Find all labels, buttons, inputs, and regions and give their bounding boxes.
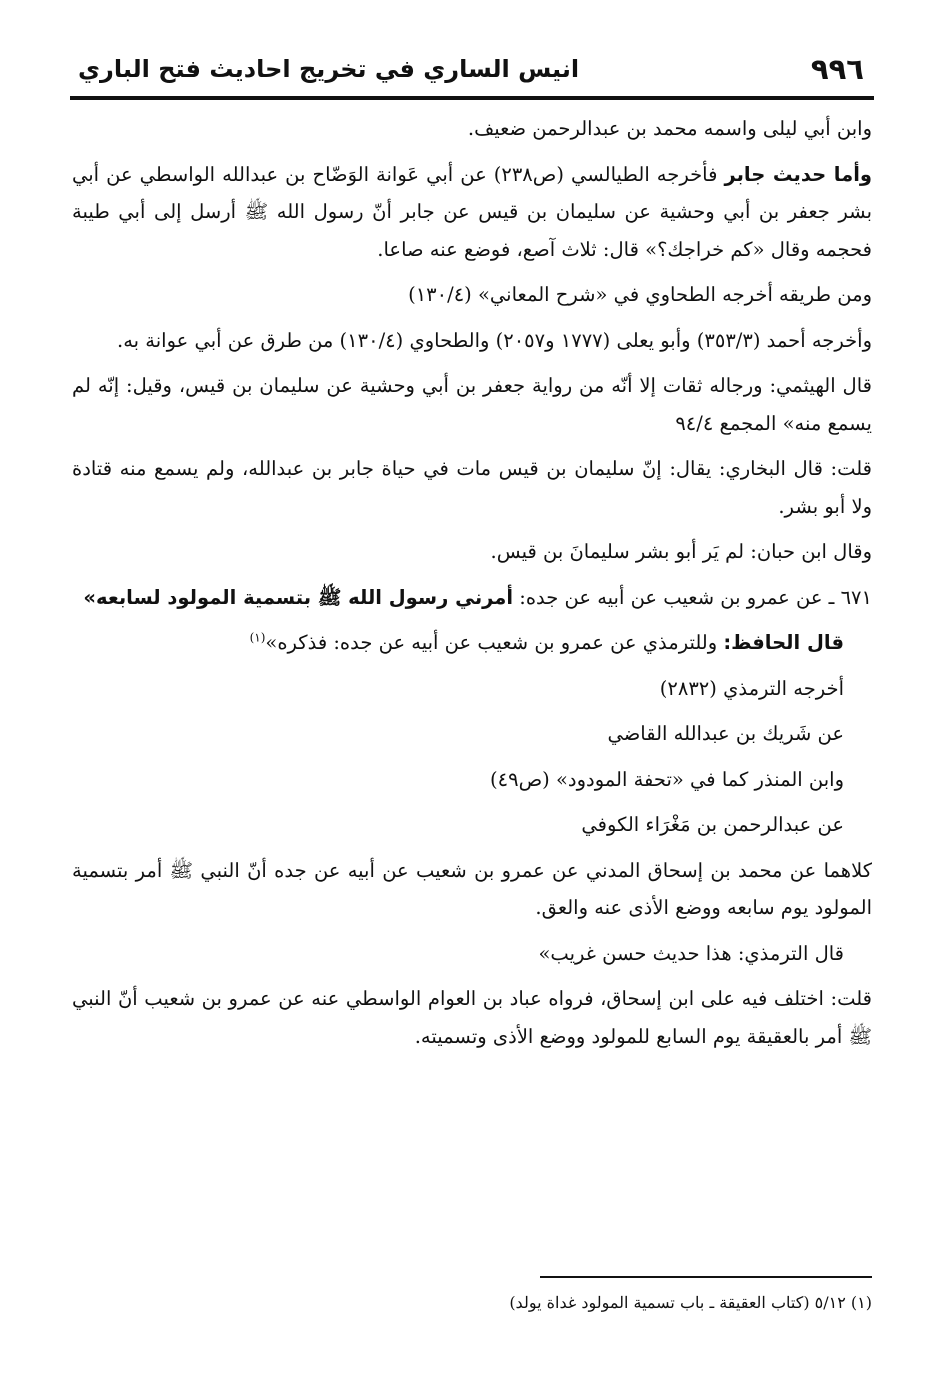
- footnote: (١) ٥/١٢ (كتاب العقيقة ـ باب تسمية المولود غداة يولد): [509, 1293, 872, 1312]
- paragraph: [72, 670, 872, 708]
- paragraph: [72, 276, 872, 314]
- footnote-rule: [540, 1276, 872, 1278]
- body-text: [72, 110, 872, 1250]
- paragraph-text: وللترمذي عن عمرو بن شعيب عن أبيه عن جده: فذكره»: [265, 631, 724, 654]
- paragraph-text: فأخرجه الطيالسي (ص٢٣٨) عن أبي عَوانة الوَضّاح بن عبدالله الواسطي عن أبي بشر جعفر بن أبي وحشية عن سليمان بن قيس عن جابر أنّ رسول الله ﷺ أرسل إلى أبي طيبة فحجمه وقال «كم خراجك؟» قال: ثلاث آصع، فوضع عنه صاعا.: [72, 162, 872, 261]
- paragraph: [72, 935, 872, 973]
- paragraph: [72, 367, 872, 442]
- running-title: انيس الساري في تخريج احاديث فتح الباري: [78, 55, 580, 83]
- footnote-reference[interactable]: (١): [249, 630, 266, 645]
- paragraph: [72, 110, 872, 148]
- paragraph-text: قلت: قال البخاري: يقال: إنّ سليمان بن قيس مات في حياة جابر بن عبدالله، ولم يسمع منه قتادة ولا أبو بشر.: [72, 457, 872, 518]
- page-header: [70, 52, 874, 98]
- paragraph: [72, 156, 872, 269]
- header-rule: [70, 96, 874, 100]
- paragraph: [72, 980, 872, 1055]
- page-number: ٩٩٦: [810, 52, 864, 86]
- paragraph: [72, 450, 872, 525]
- paragraph: [72, 624, 872, 662]
- paragraph-text: قال الترمذي: هذا حديث حسن غريب»: [538, 941, 844, 965]
- paragraph: [72, 852, 872, 927]
- paragraph-text: وأخرجه أحمد (٣٥٣/٣) وأبو يعلى (١٧٧٧ و٢٠٥٧) والطحاوي (١٣٠/٤) من طرق عن أبي عوانة به.: [117, 328, 872, 352]
- paragraph-text: ومن طريقه أخرجه الطحاوي في «شرح المعاني» (١٣٠/٤): [408, 283, 872, 306]
- paragraph-text: وابن أبي ليلى واسمه محمد بن عبدالرحمن ضعيف.: [467, 117, 872, 140]
- hadith-number: ٦٧١ ـ عن عمرو بن شعيب عن أبيه عن جده:: [513, 585, 872, 609]
- paragraph: [72, 322, 872, 360]
- paragraph-text: وابن المنذر كما في «تحفة المودود» (ص٤٩): [490, 767, 844, 791]
- paragraph-text: وقال ابن حبان: لم يَر أبو بشر سليمانَ بن قيس.: [490, 540, 872, 563]
- paragraph: [72, 761, 872, 799]
- paragraph-text: أخرجه الترمذي (٢٨٣٢): [659, 676, 844, 700]
- paragraph: [72, 715, 872, 753]
- paragraph-text: قال الهيثمي: ورجاله ثقات إلا أنّه من رواية جعفر بن أبي وحشية عن سليمان بن قيس، وقيل: إنّه لم يسمع منه» المجمع ٩٤/٤: [72, 374, 872, 435]
- hadith-text: أمرني رسول الله ﷺ بتسمية المولود لسابعه»: [83, 585, 514, 609]
- paragraph-text: عن عبدالرحمن بن مَغْرَاء الكوفي: [581, 813, 844, 836]
- paragraph: [72, 533, 872, 571]
- bold-lead: قال الحافظ:: [723, 631, 844, 654]
- paragraph-text: عن شَريك بن عبدالله القاضي: [607, 722, 844, 745]
- hadith-entry: [72, 579, 872, 617]
- paragraph: [72, 806, 872, 844]
- paragraph-text: قلت: اختلف فيه على ابن إسحاق، فرواه عباد بن العوام الواسطي عنه عن عمرو بن شعيب أنّ النبي ﷺ أمر بالعقيقة يوم السابع للمولود ووضع الأذى وتسميته.: [72, 987, 872, 1048]
- bold-lead: وأما حديث جابر: [724, 162, 872, 186]
- paragraph-text: كلاهما عن محمد بن إسحاق المدني عن عمرو بن شعيب عن أبيه عن جده أنّ النبي ﷺ أمر بتسمية المولود يوم سابعه ووضع الأذى عنه والعق.: [72, 858, 872, 919]
